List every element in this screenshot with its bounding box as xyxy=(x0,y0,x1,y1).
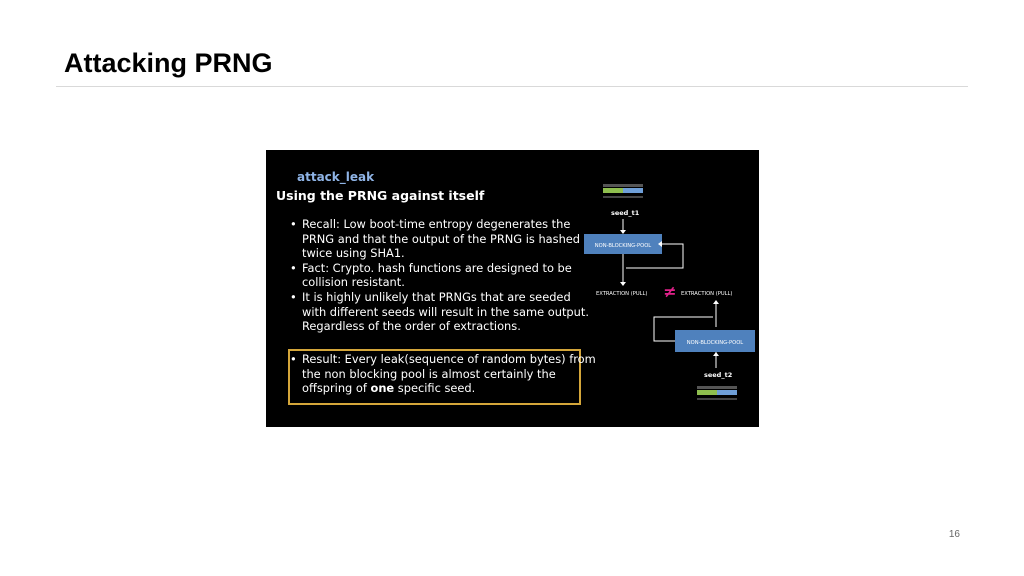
arrow-head-1 xyxy=(620,230,626,234)
seed-top-label: seed_t1 xyxy=(611,209,640,217)
not-equal-symbol: ≠ xyxy=(663,282,677,301)
arrow-head-2 xyxy=(620,282,626,286)
extraction-right-label: EXTRACTION (PULL) xyxy=(681,291,733,297)
seed-bottom-label: seed_t2 xyxy=(704,371,733,379)
slide-image xyxy=(266,150,759,427)
pool-bottom-label: NON-BLOCKING-POOL xyxy=(686,340,744,346)
extraction-left-label: EXTRACTION (PULL) xyxy=(596,291,648,297)
arrow-head-4 xyxy=(713,352,719,356)
seed-bar-top xyxy=(603,184,643,198)
pool-top-label: NON-BLOCKING-POOL xyxy=(594,243,652,249)
page-title: Attacking PRNG xyxy=(64,48,273,78)
result-text-after: specific seed. xyxy=(394,381,476,396)
seed-bar-bottom xyxy=(697,386,737,400)
page-number: 16 xyxy=(948,529,960,540)
bullet-unlikely: • It is highly unlikely that PRNGs that are seeded with different seeds will result in the same output. Regardless of the order of extractions. xyxy=(290,290,590,334)
title-divider xyxy=(56,86,968,87)
bullet-recall: • Recall: Low boot-time entropy degenerates the PRNG and that the output of the PRNG is hashed twice using SHA1. xyxy=(290,217,590,261)
bullet-fact: • Fact: Crypto. hash functions are designed to be collision resistant. xyxy=(290,261,590,290)
slide-heading: attack_leak xyxy=(297,170,375,184)
seed-pool-diagram xyxy=(266,150,759,427)
slide-subheading: Using the PRNG against itself xyxy=(276,188,485,203)
result-text-before: Result: Every leak(sequence of random bytes) from the non blocking pool is almost certainly the offspring of xyxy=(302,352,596,396)
result-emphasis: one xyxy=(370,381,395,396)
arrow-head-3 xyxy=(713,300,719,304)
